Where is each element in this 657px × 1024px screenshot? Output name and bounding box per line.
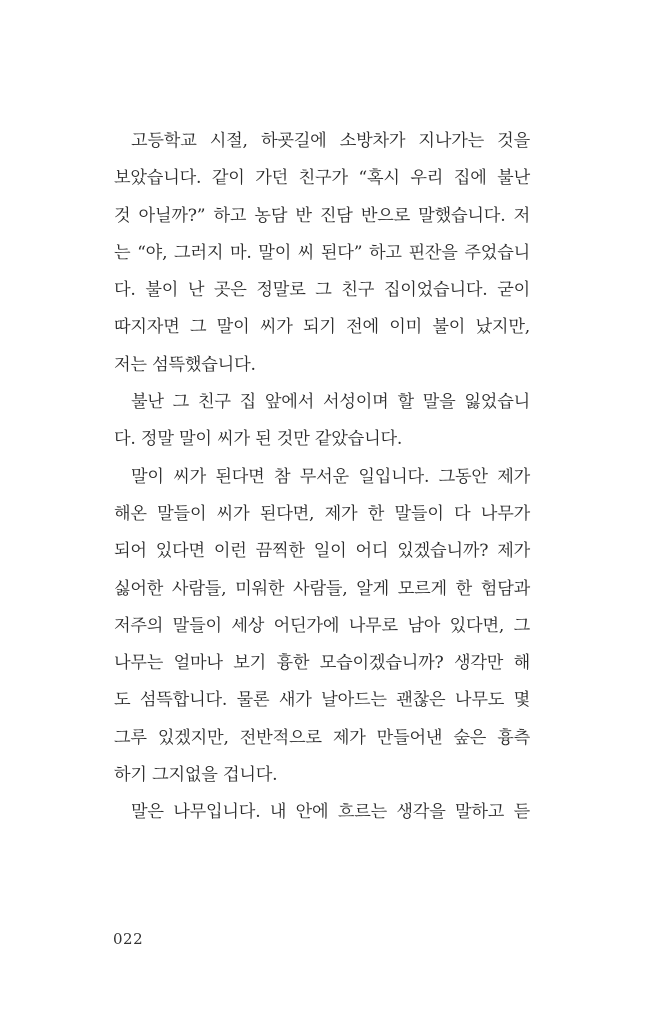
text-line: 저는 섬뜩했습니다. bbox=[114, 354, 256, 375]
text-line: 것 아닐까?” 하고 농담 반 진담 반으로 말했습니다. 저 bbox=[114, 205, 530, 226]
text-line: 보았습니다. 같이 가던 친구가 “혹시 우리 집에 불난 bbox=[114, 168, 530, 189]
text-line: 다. 불이 난 곳은 정말로 그 친구 집이었습니다. 굳이 bbox=[114, 280, 530, 301]
text-line: 싫어한 사람들, 미워한 사람들, 알게 모르게 한 험담과 bbox=[114, 578, 530, 599]
text-line: 불난 그 친구 집 앞에서 서성이며 할 말을 잃었습니 bbox=[131, 392, 530, 413]
body-text bbox=[114, 123, 530, 832]
text-line: 하기 그지없을 겁니다. bbox=[114, 765, 278, 786]
text-line: 고등학교 시절, 하굣길에 소방차가 지나가는 것을 bbox=[131, 131, 530, 151]
text-line: 말은 나무입니다. 내 안에 흐르는 생각을 말하고 듣 bbox=[131, 802, 530, 823]
text-line: 해온 말들이 씨가 된다면, 제가 한 말들이 다 나무가 bbox=[114, 503, 530, 524]
text-line: 는 “야, 그러지 마. 말이 씨 된다” 하고 핀잔을 주었습니 bbox=[114, 242, 530, 263]
text-line: 따지자면 그 말이 씨가 되기 전에 이미 불이 났지만, bbox=[114, 317, 530, 338]
text-line: 나무는 얼마나 보기 흉한 모습이겠습니까? 생각만 해 bbox=[114, 653, 530, 674]
text-line: 말이 씨가 된다면 참 무서운 일입니다. 그동안 제가 bbox=[131, 466, 530, 487]
text-line: 되어 있다면 이런 끔찍한 일이 어디 있겠습니까? 제가 bbox=[114, 541, 530, 562]
text-line: 다. 정말 말이 씨가 된 것만 같았습니다. bbox=[114, 429, 403, 450]
text-line: 저주의 말들이 세상 어딘가에 나무로 남아 있다면, 그 bbox=[114, 615, 530, 636]
page-number: 022 bbox=[113, 930, 144, 948]
text-line: 도 섬뜩합니다. 물론 새가 날아드는 괜찮은 나무도 몇 bbox=[114, 690, 530, 711]
text-line: 그루 있겠지만, 전반적으로 제가 만들어낸 숲은 흉측 bbox=[114, 727, 530, 748]
